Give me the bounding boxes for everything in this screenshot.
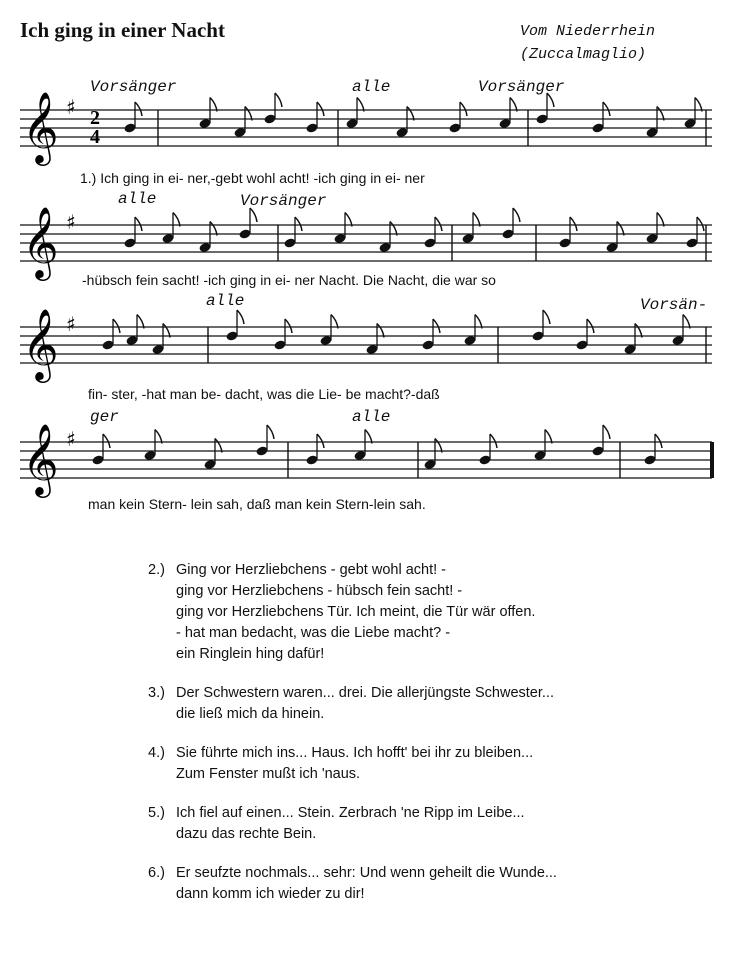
lyric-line: fin- ster, -hat man be- dacht, was die Lie- be macht?-daß [88,386,440,402]
note-flag [547,93,554,107]
time-signature-bottom: 4 [90,126,100,148]
lyric-line: 1.) Ich ging in ei- ner,-gebt wohl acht! -ich ging in ei- ner [80,170,425,186]
voice-marking: Vorsänger [240,192,327,210]
verse-number: 2.) [148,562,165,578]
verse-5 [148,803,557,845]
note-flag [137,315,144,329]
verse-line: Ich fiel auf einen... Stein. Zerbrach 'ne Ripp im Leibe... [176,805,525,821]
note-flag [267,425,274,439]
note-flag [657,213,664,227]
note-flag [275,93,282,107]
verse-number: 6.) [148,865,165,881]
note-flag [113,319,120,333]
music-staff [0,412,732,502]
note-flag [433,319,440,333]
note-flag [317,434,324,448]
voice-marking: Vorsänger [90,78,177,96]
note-flag [285,319,292,333]
note-flag [173,213,180,227]
note-flag [155,430,162,444]
voice-marking: alle [206,292,245,310]
verse-line: Zum Fenster mußt ich 'naus. [176,766,361,782]
additional-verses [148,560,557,923]
verse-line: Sie führte mich ins... Haus. Ich hofft' bei ihr zu bleiben... [176,745,534,761]
note-flag [377,324,384,338]
verse-3 [148,683,557,725]
source-collector: (Zuccalmaglio) [520,46,647,63]
verse-line: ein Ringlein hing dafür! [176,646,325,662]
music-staff [0,80,732,170]
verse-number: 4.) [148,745,165,761]
verse-line: dazu das rechte Bein. [176,826,317,842]
lyric-line: man kein Stern- lein sah, daß man kein Stern-lein sah. [88,496,426,512]
note-flag [435,439,442,453]
note-flag [210,222,217,236]
treble-clef: 𝄞 [22,205,59,278]
key-signature-sharp: ♯ [66,210,76,234]
note-flag [473,213,480,227]
note-flag [237,310,244,324]
note-flag [475,315,482,329]
treble-clef: 𝄞 [22,307,59,380]
voice-marking: alle [352,78,391,96]
verse-line: ging vor Herzliebchens - hübsch fein sacht! - [176,583,463,599]
verse-line: - hat man bedacht, was die Liebe macht? - [176,625,451,641]
verse-line: dann komm ich wieder zu dir! [176,886,365,902]
source-region: Vom Niederrhein [520,23,656,40]
note-flag [317,102,324,116]
note-flag [215,439,222,453]
note-flag [250,208,257,222]
note-flag [295,217,302,231]
key-signature-sharp: ♯ [66,427,76,451]
note-flag [655,434,662,448]
verse-2 [148,560,557,665]
verse-line: Der Schwestern waren... drei. Die allerjüngste Schwester... [176,685,554,701]
voice-marking: Vorsänger [478,78,565,96]
note-flag [545,430,552,444]
treble-clef: 𝄞 [22,422,59,495]
note-flag [365,430,372,444]
verse-6 [148,863,557,905]
voice-marking: alle [352,408,391,426]
verse-number: 5.) [148,805,165,821]
note-flag [135,102,142,116]
treble-clef: 𝄞 [22,90,59,163]
voice-marking: Vorsän- [640,296,708,314]
note-flag [635,324,642,338]
time-signature-top: 2 [90,107,100,129]
note-flag [435,217,442,231]
note-flag [331,315,338,329]
music-staff [0,297,732,387]
verse-line: ging vor Herzliebchens Tür. Ich meint, die Tür wär offen. [176,604,536,620]
note-flag [543,310,550,324]
voice-marking: alle [118,190,157,208]
verse-4 [148,743,557,785]
verse-number: 3.) [148,685,165,701]
song-title: Ich ging in einer Nacht [20,18,225,42]
note-flag [135,217,142,231]
note-flag [683,315,690,329]
song-source [520,20,655,66]
note-flag [345,213,352,227]
verse-line: Ging vor Herzliebchens - gebt wohl acht! - [176,562,446,578]
note-flag [513,208,520,222]
lyric-line: -hübsch fein sacht! -ich ging in ei- ner Nacht. Die Nacht, die war so [82,272,496,288]
verse-line: die ließ mich da hinein. [176,706,325,722]
note-flag [603,425,610,439]
note-flag [603,102,610,116]
note-flag [460,102,467,116]
verse-line: Er seufzte nochmals... sehr: Und wenn geheilt die Wunde... [176,865,557,881]
note-flag [697,217,704,231]
note-flag [390,222,397,236]
key-signature-sharp: ♯ [66,312,76,336]
note-flag [570,217,577,231]
note-flag [587,319,594,333]
note-flag [490,434,497,448]
key-signature-sharp: ♯ [66,95,76,119]
note-flag [103,434,110,448]
note-flag [163,324,170,338]
voice-marking: ger [90,408,119,426]
note-flag [617,222,624,236]
